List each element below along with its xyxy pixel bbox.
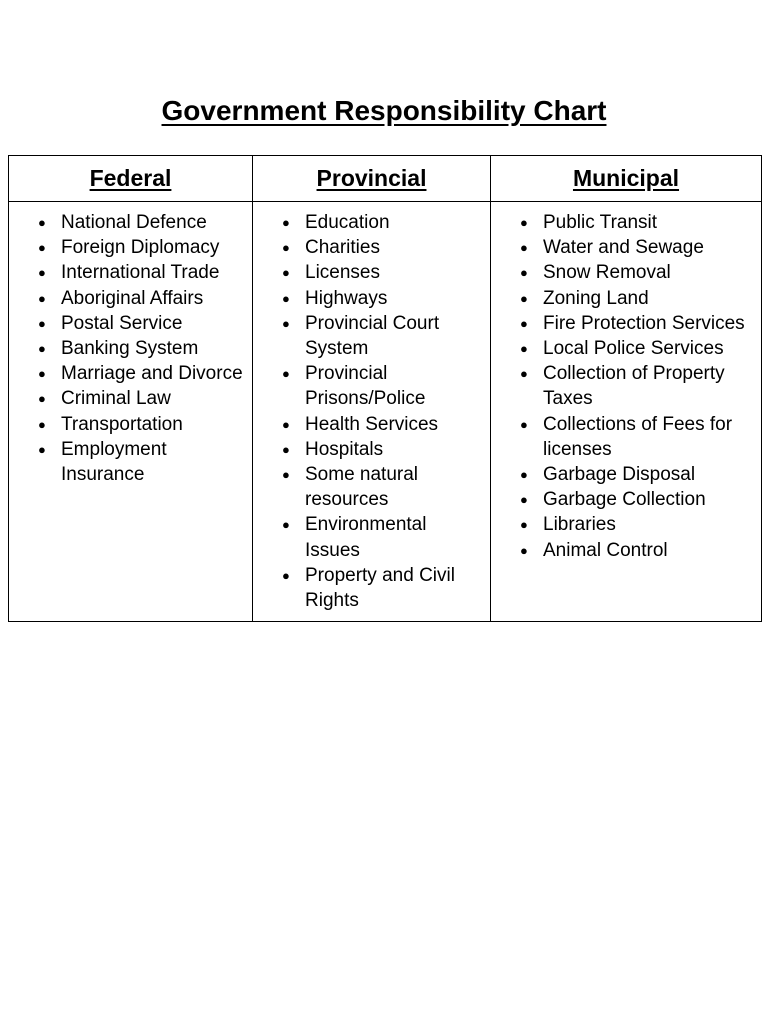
list-item: ● Collection of Property Taxes <box>491 361 757 411</box>
list-item: ● Highways <box>253 286 486 311</box>
list-item: ● Provincial Prisons/Police <box>253 361 486 411</box>
list-item: ● Libraries <box>491 512 757 537</box>
list-item: ● Snow Removal <box>491 260 757 285</box>
list-item: ● Animal Control <box>491 538 757 563</box>
list-item: ● Fire Protection Services <box>491 311 757 336</box>
list-item: ● Hospitals <box>253 437 486 462</box>
responsibility-table <box>8 155 762 622</box>
municipal-cell <box>491 202 762 622</box>
municipal-list <box>491 210 761 563</box>
list-item: ● Marriage and Divorce <box>9 361 248 386</box>
list-item: ● Local Police Services <box>491 336 757 361</box>
list-item: ● Charities <box>253 235 486 260</box>
list-item: ● Banking System <box>9 336 248 361</box>
page-title: Government Responsibility Chart <box>161 95 607 126</box>
header-row <box>9 156 762 202</box>
list-item: ● Aboriginal Affairs <box>9 286 248 311</box>
column-header-municipal <box>491 156 762 202</box>
list-item: ● Health Services <box>253 412 486 437</box>
column-header-provincial <box>253 156 491 202</box>
list-item: ● Collections of Fees for licenses <box>491 412 757 462</box>
list-item: ● Water and Sewage <box>491 235 757 260</box>
federal-list <box>9 210 252 487</box>
list-item: ● Foreign Diplomacy <box>9 235 248 260</box>
list-item: ● Licenses <box>253 260 486 285</box>
list-item: ● International Trade <box>9 260 248 285</box>
column-header-federal <box>9 156 253 202</box>
column-header-label: Municipal <box>572 165 680 191</box>
list-item: ● Public Transit <box>491 210 757 235</box>
list-item: ● Some natural resources <box>253 462 486 512</box>
list-item: ● Postal Service <box>9 311 248 336</box>
content-row <box>9 202 762 622</box>
list-item: ● Environmental Issues <box>253 512 486 562</box>
list-item: ● National Defence <box>9 210 248 235</box>
column-header-label: Provincial <box>316 165 427 191</box>
list-item: ● Employment Insurance <box>9 437 248 487</box>
list-item: ● Property and Civil Rights <box>253 563 486 613</box>
list-item: ● Criminal Law <box>9 386 248 411</box>
federal-cell <box>9 202 253 622</box>
provincial-list <box>253 210 490 613</box>
provincial-cell <box>253 202 491 622</box>
list-item: ● Garbage Collection <box>491 487 757 512</box>
list-item: ● Education <box>253 210 486 235</box>
column-header-label: Federal <box>89 165 172 191</box>
list-item: ● Transportation <box>9 412 248 437</box>
list-item: ● Zoning Land <box>491 286 757 311</box>
list-item: ● Provincial Court System <box>253 311 486 361</box>
list-item: ● Garbage Disposal <box>491 462 757 487</box>
